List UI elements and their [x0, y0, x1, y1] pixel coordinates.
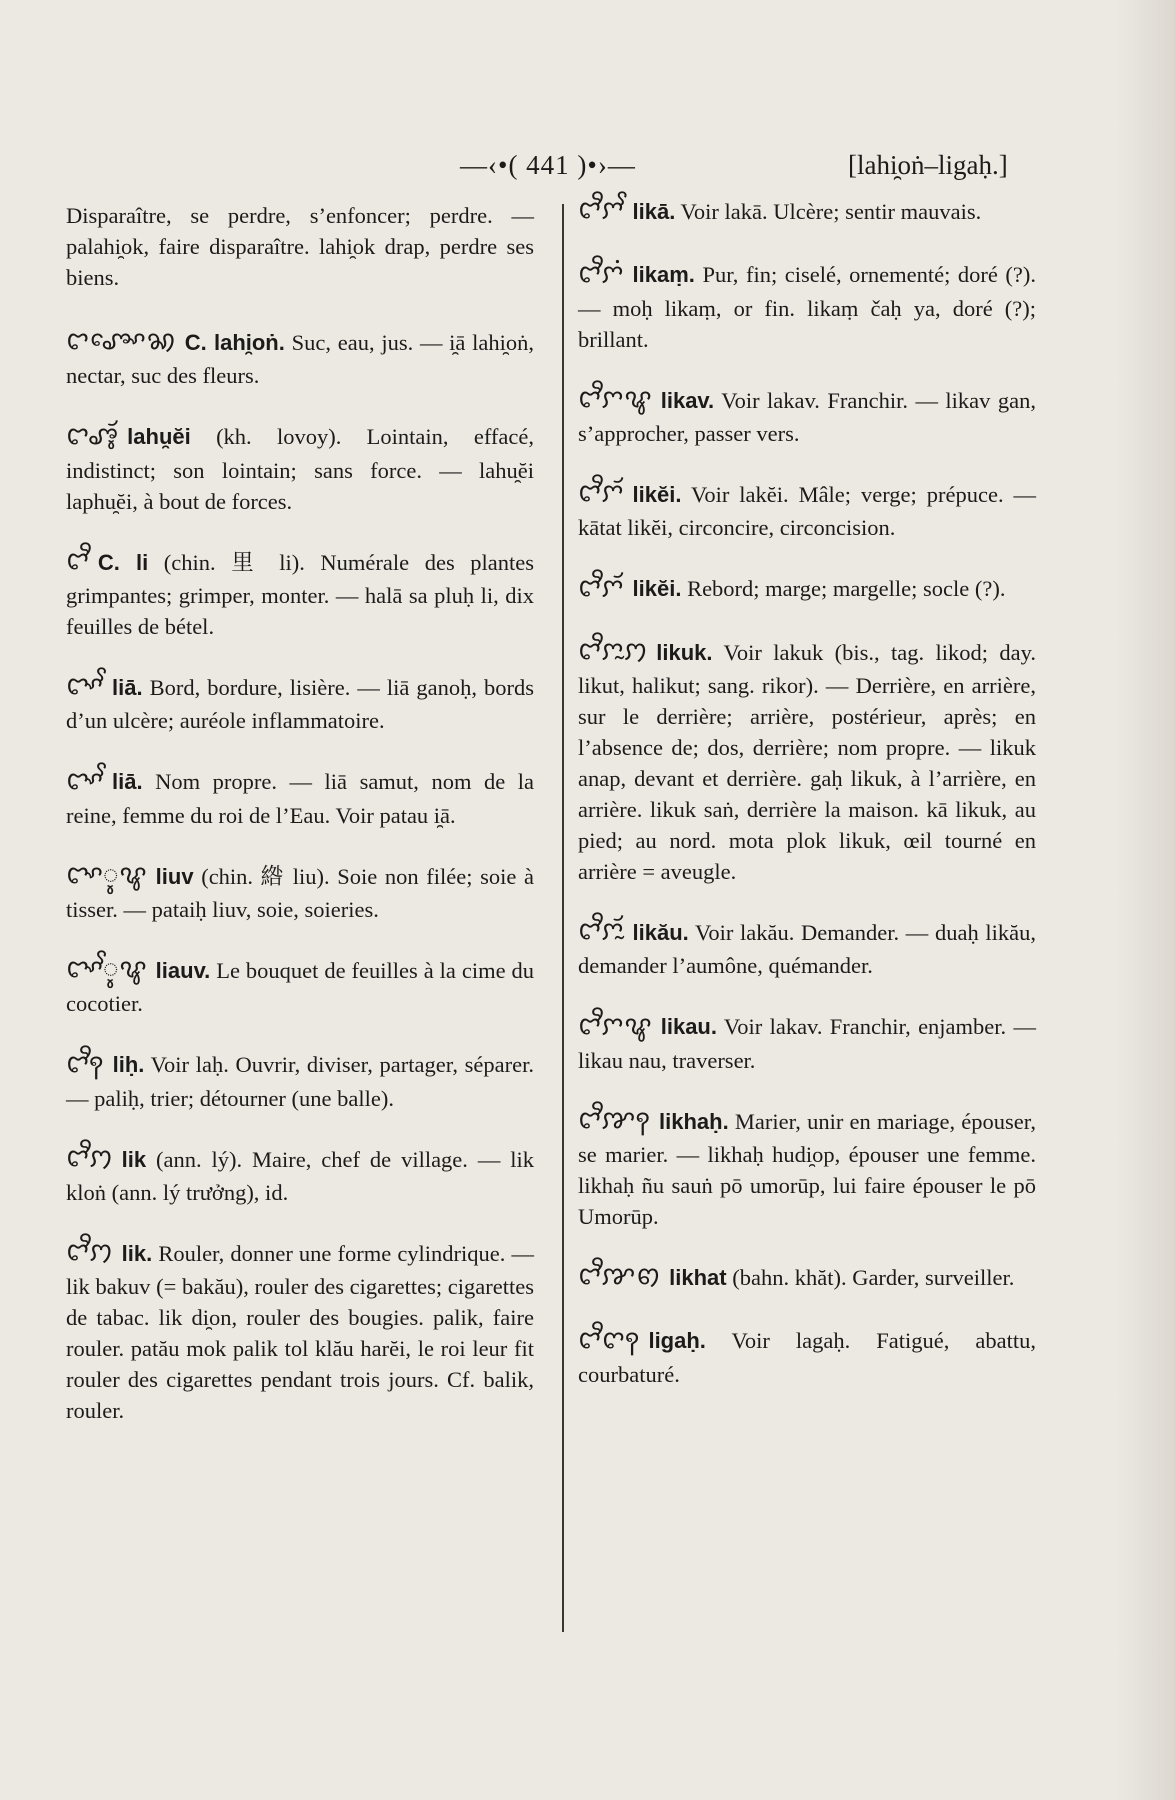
- dictionary-entry: [66, 547, 534, 642]
- entry-headword: likav.: [660, 387, 715, 413]
- cham-script-glyph: ꨤꨪꩀ: [66, 1237, 114, 1267]
- cham-script-glyph: ꨤꨪꨆꨩ: [578, 195, 625, 225]
- entry-definition: Rebord; marge; margelle; socle (?).: [687, 576, 1006, 602]
- entry-headword: C. lahi̯oṅ.: [184, 330, 285, 355]
- page-edge-shadow: [1115, 0, 1175, 1800]
- cham-script-glyph: ꨤꨪꨇꩅ: [578, 1261, 662, 1291]
- cham-script-glyph: ꨤꨨꨶꨮ: [66, 420, 120, 450]
- entry-definition: Voir lakĕi. Mâle; verge; prépuce. — kātat likĕi, circoncire, circoncision.: [578, 482, 1037, 541]
- dictionary-entry: [578, 637, 1036, 887]
- dictionary-entry: [66, 1144, 534, 1208]
- dictionary-entry: [66, 1049, 534, 1113]
- dictionary-entry: [66, 421, 534, 516]
- dictionary-entry: [578, 1011, 1036, 1075]
- entry-headword: liuv: [155, 863, 194, 889]
- dictionary-entry: [578, 1106, 1036, 1232]
- entry-headword: liauv.: [155, 958, 211, 984]
- entry-headword: likhaḥ.: [659, 1108, 729, 1134]
- entry-definition: Bord, bordure, lisière. — liā ganoḥ, bords d’un ulcère; auréole inflammatoire.: [66, 675, 534, 734]
- entry-definition: Voir lakău. Demander. — duaḥ likău, demander l’aumône, quémander.: [578, 920, 1036, 979]
- entry-definition: (kh. lovoy). Lointain, effacé, indistinct; son lointain; sans force. — lahu̯ĕi laphu̯ĕi, à bout de forces.: [66, 424, 534, 514]
- cham-script-glyph: ꨤꨪ: [66, 546, 90, 576]
- entry-headword: likuk.: [656, 639, 713, 665]
- entry-headword: likău.: [632, 920, 689, 946]
- entry-definition: Voir lakav. Franchir, enjamber. — likau nau, traverser.: [578, 1014, 1036, 1073]
- entry-headword: liā.: [112, 675, 143, 701]
- entry-definition: (chin. 里 li). Numérale des plantes grimpantes; grimper, monter. — halā sa pluḥ li, dix feuilles de bétel.: [66, 549, 535, 640]
- page-header: [0, 150, 1175, 190]
- dictionary-entry: [66, 861, 534, 925]
- entry-definition: Le bouquet de feuilles à la cime du cocotier.: [66, 958, 534, 1017]
- entry-definition: Suc, eau, jus. — i̯ā lahi̯oṅ, nectar, suc des fleurs.: [66, 330, 535, 389]
- running-head: [lahi̯oṅ–ligaḥ.]: [848, 150, 1008, 180]
- cham-script-glyph: ꨤꨪꩍ: [66, 1048, 105, 1078]
- cham-script-glyph: ꨤꨪꨆꩌ: [578, 258, 625, 288]
- entry-definition: Pur, fin; ciselé, ornementé; doré (?). — moḥ likaṃ, or fin. likaṃ čaḥ ya, doré (?); brillant.: [578, 262, 1036, 352]
- dictionary-entry: [578, 196, 1036, 229]
- dictionary-entry: [66, 955, 534, 1019]
- entry-headword: likā.: [632, 199, 676, 224]
- cham-script-glyph: ꨤꨪꨆꨮ: [578, 572, 625, 602]
- dictionary-entry: [66, 672, 534, 736]
- dictionary-entry: [66, 327, 534, 391]
- dictionary-entry: [66, 766, 534, 830]
- entry-definition: Voir laḥ. Ouvrir, diviser, partager, séparer. — paliḥ, trier; détourner (une balle).: [66, 1052, 534, 1111]
- dictionary-entry: [66, 1238, 534, 1426]
- entry-definition: (chin. 綹 liu). Soie non filée; soie à tisser. — pataiḥ liuv, soie, soieries.: [66, 863, 534, 923]
- entry-headword: likau.: [660, 1014, 717, 1040]
- entry-definition: (bahn. khăt). Garder, surveiller.: [732, 1265, 1015, 1291]
- cham-script-glyph: ꨤꨪꨆꨮ: [578, 478, 625, 508]
- dictionary-entry: [578, 259, 1036, 354]
- column-divider: [562, 204, 564, 1632]
- entry-definition: (ann. lý). Maire, chef de village. — lik kloṅ (ann. lý trưởng), id.: [66, 1146, 534, 1206]
- entry-definition: Marier, unir en mariage, épouser, se marier. — likhaḥ hudi̯op, épouser une femme. likhaḥ ñu sauṅ pō umorūp, lui faire épouser le pō Umorūp.: [578, 1108, 1036, 1230]
- dictionary-entry: [578, 1325, 1036, 1389]
- dictionary-entry: [578, 385, 1036, 449]
- page-number: —‹•( 441 )•›—: [460, 150, 636, 180]
- cham-script-glyph: ꨤꨪꩀ: [66, 1143, 114, 1173]
- cham-script-glyph: ꨤꨨꨳꨯꩆ: [66, 326, 177, 356]
- entry-headword: liḥ.: [112, 1052, 145, 1078]
- entry-definition: Voir lakā. Ulcère; sentir mauvais.: [680, 199, 982, 224]
- entry-headword: likhat: [669, 1265, 727, 1291]
- entry-definition: Nom propre. — liā samut, nom de la reine, femme du roi de l’Eau. Voir patau i̯ā.: [66, 769, 534, 828]
- entry-headword: lik: [121, 1146, 147, 1172]
- dictionary-entry: [578, 1262, 1036, 1295]
- entry-headword: liā.: [112, 769, 143, 795]
- left-column: [66, 200, 534, 1456]
- cham-script-glyph: ꨤꨳꨩ: [66, 765, 104, 795]
- dictionary-entry: [578, 573, 1036, 606]
- cham-script-glyph: ꨤꨪꨈꩍ: [578, 1324, 641, 1354]
- dictionary-entry: [578, 917, 1036, 981]
- cham-script-glyph: ꨤꨪꨆꨥ: [578, 384, 653, 414]
- right-column: [578, 196, 1036, 1420]
- dictionary-entry: [578, 479, 1036, 543]
- right-entries: [578, 196, 1036, 1390]
- cham-script-glyph: ꨤꨪꨆꨮꨭ: [578, 916, 625, 946]
- entry-headword: lahu̯ĕi: [127, 424, 191, 450]
- entry-headword: likĕi.: [632, 482, 682, 508]
- cham-script-glyph: ꨤꨳꨩꨶꨥ: [66, 954, 148, 984]
- left-entries: [66, 327, 534, 1426]
- cham-script-glyph: ꨤꨪꨇꩍ: [578, 1105, 652, 1135]
- entry-definition: Voir lakuk (bis., tag. likod; day. likut, halikut; sang. rikor). — Derrière, en arrière, sur le derrière; arrière, postérieur, après; en l’absence de; dos, derrière; nom propre. — likuk anap, devant et derrière. gaḥ likuk, à l’arrière, en arrière. likuk saṅ, derrière la maison. kā likuk, au pied; au nord. mota plok likuk, œil tourné en arrière = aveugle.: [578, 639, 1036, 885]
- entry-definition: Voir lakav. Franchir. — likav gan, s’approcher, passer vers.: [578, 387, 1036, 447]
- entry-headword: lik.: [121, 1241, 153, 1267]
- entry-headword: C. li: [97, 549, 149, 575]
- entry-definition: Voir lagaḥ. Fatigué, abattu, courbaturé.: [578, 1328, 1037, 1387]
- entry-headword: ligaḥ.: [648, 1328, 706, 1354]
- cham-script-glyph: ꨤꨳꨶꨥ: [66, 860, 148, 890]
- cham-script-glyph: ꨤꨪꨆꨥ: [578, 1010, 653, 1040]
- continuation-text: Disparaître, se perdre, s’enfoncer; perdre. — palahi̯ok, faire disparaître. lahi̯ok drap, perdre ses biens.: [66, 203, 534, 290]
- cham-script-glyph: ꨤꨪꨆꨭꩀ: [578, 636, 649, 666]
- cham-script-glyph: ꨤꨳꨩ: [66, 671, 104, 701]
- entry-definition: Rouler, donner une forme cylindrique. — lik bakuv (= bakău), rouler des cigarettes; cigarettes de tabac. lik di̯on, rouler des bougies. palik, faire rouler. patău mok palik tol klău harĕi, le roi leur fit rouler des cigarettes pendant trois jours. Cf. balik, rouler.: [66, 1241, 535, 1424]
- entry-headword: likĕi.: [632, 576, 682, 602]
- entry-headword: likaṃ.: [632, 262, 695, 288]
